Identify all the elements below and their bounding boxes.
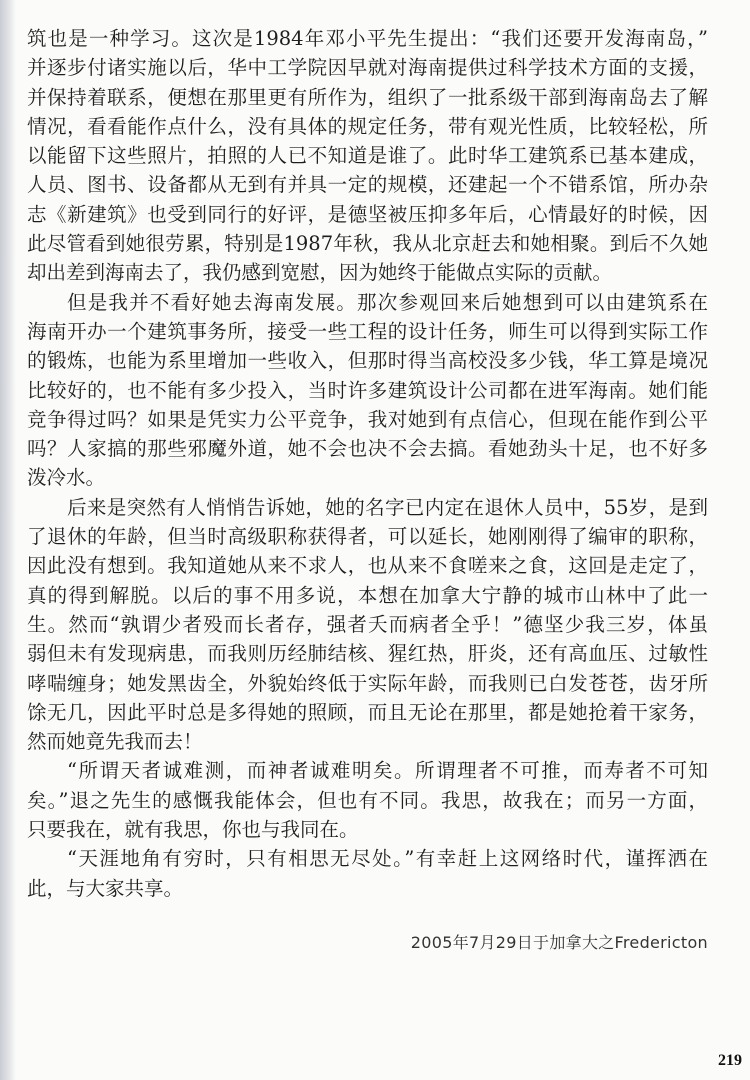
text-line: 馀无几，因此平时总是多得她的照顾，而且无论在那里，都是她抢着干家务， xyxy=(27,700,708,724)
text-line: 生。然而“孰谓少者殁而长者存，强者夭而病者全乎！”德坚少我三岁，体虽 xyxy=(27,612,708,636)
text-line: 志《新建筑》也受到同行的好评，是德坚被压抑多年后，心情最好的时候，因 xyxy=(27,202,708,226)
text-line: 因此没有想到。我知道她从来不求人，也从来不食嗟来之食，这回是走定了， xyxy=(27,554,708,578)
text-line: 并保持着联系，便想在那里更有所作为，组织了一批系级干部到海南岛去了解 xyxy=(27,85,708,109)
text-line: 筑也是一种学习。这次是1984年邓小平先生提出：“我们还要开发海南岛，” xyxy=(27,27,708,50)
paragraph xyxy=(27,288,708,493)
body-text xyxy=(27,24,708,903)
text-line: 此，与大家共享。 xyxy=(27,876,184,900)
scan-edge-shadow xyxy=(0,0,16,1080)
text-line: 吗？人家搞的那些邪魔外道，她不会也决不会去搞。看她劲头十足，也不好多 xyxy=(27,437,708,461)
text-line: 却出差到海南去了，我仍感到宽慰，因为她终于能做点实际的贡献。 xyxy=(27,261,613,285)
page-number: 219 xyxy=(718,1052,742,1069)
text-line: “所谓天者诚难测，而神者诚难明矣。所谓理者不可推，而寿者不可知 xyxy=(67,759,708,783)
text-line: 后来是突然有人悄悄告诉她，她的名字已内定在退休人员中，55岁，是到 xyxy=(67,495,708,519)
text-line: 竞争得过吗？如果是凭实力公平竞争，我对她到有点信心，但现在能作到公平 xyxy=(27,407,708,431)
text-line: 矣。”退之先生的感慨我能体会，但也有不同。我思，故我在；而另一方面， xyxy=(27,788,708,812)
text-line: 但是我并不看好她去海南发展。那次参观回来后她想到可以由建筑系在 xyxy=(67,290,708,314)
text-line: 情况，看看能作点什么，没有具体的规定任务，带有观光性质，比较轻松，所 xyxy=(27,114,708,138)
text-line: “天涯地角有穷时，只有相思无尽处。”有幸赶上这网络时代，谨挥洒在 xyxy=(67,847,708,871)
text-line: 并逐步付诸实施以后，华中工学院因早就对海南提供过科学技术方面的支援， xyxy=(27,56,708,80)
text-line: 的锻炼，也能为系里增加一些收入，但那时得当高校没多少钱，华工算是境况 xyxy=(27,349,708,373)
text-line: 泼冷水。 xyxy=(27,466,106,490)
text-line: 了退休的年龄，但当时高级职称获得者，可以延长，她刚刚得了编审的职称， xyxy=(27,525,708,549)
signature-date: 2005年7月29日于加拿大之Fredericton xyxy=(410,933,708,952)
text-line: 哮喘缠身；她发黑齿全，外貌始终低于实际年龄，而我则已白发苍苍，齿牙所 xyxy=(27,671,708,695)
text-line: 此尽管看到她很劳累，特别是1987年秋，我从北京赶去和她相聚。到后不久她 xyxy=(27,232,708,256)
text-line: 只要我在，就有我思，你也与我同在。 xyxy=(27,818,359,842)
text-line: 真的得到解脱。以后的事不用多说，本想在加拿大宁静的城市山林中了此一 xyxy=(27,583,708,607)
text-line: 然而她竟先我而去！ xyxy=(27,730,203,754)
text-line: 海南开办一个建筑事务所，接受一些工程的设计任务，师生可以得到实际工作 xyxy=(27,319,708,343)
text-line: 以能留下这些照片，拍照的人已不知道是谁了。此时华工建筑系已基本建成， xyxy=(27,144,708,168)
paragraph xyxy=(27,756,708,844)
paragraph xyxy=(27,493,708,757)
paragraph xyxy=(27,24,708,288)
text-line: 比较好的，也不能有多少投入，当时许多建筑设计公司都在进军海南。她们能 xyxy=(27,378,708,402)
text-line: 弱但未有发现病患，而我则历经肺结核、猩红热，肝炎，还有高血压、过敏性 xyxy=(27,642,708,666)
paragraph xyxy=(27,844,708,903)
text-line: 人员、图书、设备都从无到有并具一定的规模，还建起一个不错系馆，所办杂 xyxy=(27,173,708,197)
